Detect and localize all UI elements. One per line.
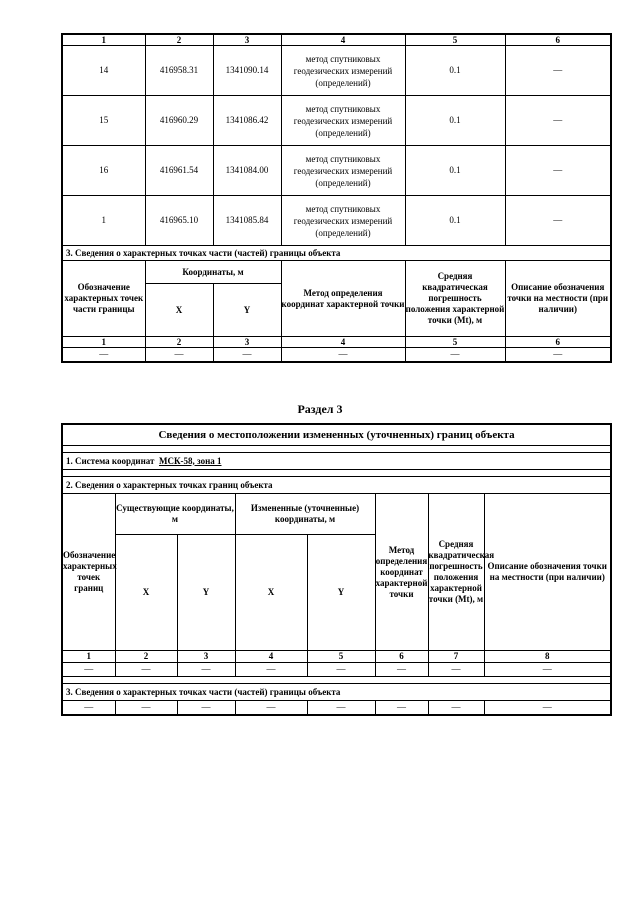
empty-cell: — xyxy=(62,663,115,677)
coordinates-header: Координаты, м xyxy=(145,261,281,284)
col-num: 2 xyxy=(145,34,213,46)
part-row xyxy=(62,701,611,716)
col-num: 3 xyxy=(213,337,281,348)
description: — xyxy=(505,96,611,146)
coord-system-row xyxy=(62,453,611,470)
part-section-header xyxy=(62,246,611,261)
col-num: 5 xyxy=(405,34,505,46)
spacer-row xyxy=(62,470,611,477)
empty-cell: — xyxy=(281,348,405,363)
coord-system-label: 1. Система координат xyxy=(66,455,155,466)
table-row xyxy=(62,196,611,246)
coord-x: 416960.29 xyxy=(145,96,213,146)
changed-coords-header: Измененные (уточненные) координаты, м xyxy=(235,494,375,535)
accuracy: 0.1 xyxy=(405,196,505,246)
empty-cell: — xyxy=(213,348,281,363)
empty-cell: — xyxy=(115,663,177,677)
empty-cell: — xyxy=(145,348,213,363)
col-num: 3 xyxy=(177,651,235,663)
col-num: 2 xyxy=(115,651,177,663)
coord-y: 1341086.42 xyxy=(213,96,281,146)
empty-row xyxy=(62,348,611,363)
col-num: 7 xyxy=(428,651,484,663)
coord-x: 416958.31 xyxy=(145,46,213,96)
table-title: Сведения о местоположении измененных (уточненных) границ объекта xyxy=(62,424,611,446)
description: — xyxy=(505,146,611,196)
table-row xyxy=(62,146,611,196)
x-existing-header: X xyxy=(115,535,177,651)
empty-cell: — xyxy=(177,663,235,677)
empty-cell: — xyxy=(484,663,611,677)
col-num: 1 xyxy=(62,651,115,663)
col-num: 4 xyxy=(281,337,405,348)
coord-system xyxy=(62,453,611,470)
col-num: 4 xyxy=(235,651,307,663)
method: метод спутниковых геодезических измерений (определений) xyxy=(281,146,405,196)
coord-y: 1341084.00 xyxy=(213,146,281,196)
coord-x: 416961.54 xyxy=(145,146,213,196)
changed-boundaries-table xyxy=(61,423,612,716)
boundary-points-table xyxy=(61,33,612,363)
spacer-row xyxy=(62,677,611,684)
coord-x: 416965.10 xyxy=(145,196,213,246)
col-num: 4 xyxy=(281,34,405,46)
empty-cell: — xyxy=(405,348,505,363)
spacer xyxy=(62,446,611,453)
column-numbers-row xyxy=(62,651,611,663)
col-num: 6 xyxy=(505,337,611,348)
table-row xyxy=(62,96,611,146)
empty-cell: — xyxy=(307,663,375,677)
empty-row xyxy=(62,663,611,677)
method-header: Метод определения координат характерной точки xyxy=(375,494,428,651)
empty-cell: — xyxy=(505,348,611,363)
col-num: 8 xyxy=(484,651,611,663)
empty-cell: — xyxy=(235,701,307,716)
part-section-header xyxy=(62,684,611,701)
spacer-row xyxy=(62,446,611,453)
table-title-row xyxy=(62,424,611,446)
points-section-title: 2. Сведения о характерных точках границ объекта xyxy=(62,477,611,494)
empty-cell: — xyxy=(235,663,307,677)
point-number: 15 xyxy=(62,96,145,146)
description-header: Описание обозначения точки на местности (при наличии) xyxy=(505,261,611,337)
empty-cell: — xyxy=(307,701,375,716)
spacer xyxy=(62,470,611,477)
empty-cell: — xyxy=(428,663,484,677)
empty-cell: — xyxy=(62,701,115,716)
description: — xyxy=(505,196,611,246)
coord-system-value: МСК-58, зона 1 xyxy=(158,455,222,466)
point-number: 1 xyxy=(62,196,145,246)
col-num: 5 xyxy=(405,337,505,348)
table-row xyxy=(62,46,611,96)
empty-cell: — xyxy=(62,348,145,363)
accuracy: 0.1 xyxy=(405,96,505,146)
part-header-row xyxy=(62,261,611,284)
description: — xyxy=(505,46,611,96)
section-title: Раздел 3 xyxy=(297,402,343,416)
points-section-header xyxy=(62,477,611,494)
accuracy-header: Средняя квадратическая погрешность положения характерной точки (Mt), м xyxy=(428,494,484,651)
empty-cell: — xyxy=(115,701,177,716)
method: метод спутниковых геодезических измерений (определений) xyxy=(281,196,405,246)
x-changed-header: X xyxy=(235,535,307,651)
col-num: 6 xyxy=(375,651,428,663)
description-header: Описание обозначения точки на местности (при наличии) xyxy=(484,494,611,651)
designation-header: Обозначение характерных точек части границы xyxy=(62,261,145,337)
empty-cell: — xyxy=(177,701,235,716)
col-num: 1 xyxy=(62,34,145,46)
y-changed-header: Y xyxy=(307,535,375,651)
empty-cell: — xyxy=(375,701,428,716)
y-header: Y xyxy=(213,284,281,337)
x-header: X xyxy=(145,284,213,337)
method: метод спутниковых геодезических измерений (определений) xyxy=(281,96,405,146)
method: метод спутниковых геодезических измерений (определений) xyxy=(281,46,405,96)
empty-cell: — xyxy=(428,701,484,716)
accuracy: 0.1 xyxy=(405,46,505,96)
part-section-title: 3. Сведения о характерных точках части (частей) границы объекта xyxy=(62,246,611,261)
existing-coords-header: Существующие координаты, м xyxy=(115,494,235,535)
col-num: 1 xyxy=(62,337,145,348)
method-header: Метод определения координат характерной точки xyxy=(281,261,405,337)
col-num: 3 xyxy=(213,34,281,46)
points-header-row xyxy=(62,494,611,535)
designation-header: Обозначение характерных точек границ xyxy=(62,494,115,651)
accuracy: 0.1 xyxy=(405,146,505,196)
column-numbers-row xyxy=(62,337,611,348)
y-existing-header: Y xyxy=(177,535,235,651)
col-num: 2 xyxy=(145,337,213,348)
accuracy-header: Средняя квадратическая погрешность положения характерной точки (Mt), м xyxy=(405,261,505,337)
point-number: 16 xyxy=(62,146,145,196)
empty-cell: — xyxy=(484,701,611,716)
part-section-title: 3. Сведения о характерных точках части (частей) границы объекта xyxy=(62,684,611,701)
col-num: 6 xyxy=(505,34,611,46)
spacer xyxy=(62,677,611,684)
point-number: 14 xyxy=(62,46,145,96)
coord-y: 1341085.84 xyxy=(213,196,281,246)
column-numbers-row xyxy=(62,34,611,46)
col-num: 5 xyxy=(307,651,375,663)
coord-y: 1341090.14 xyxy=(213,46,281,96)
empty-cell: — xyxy=(375,663,428,677)
